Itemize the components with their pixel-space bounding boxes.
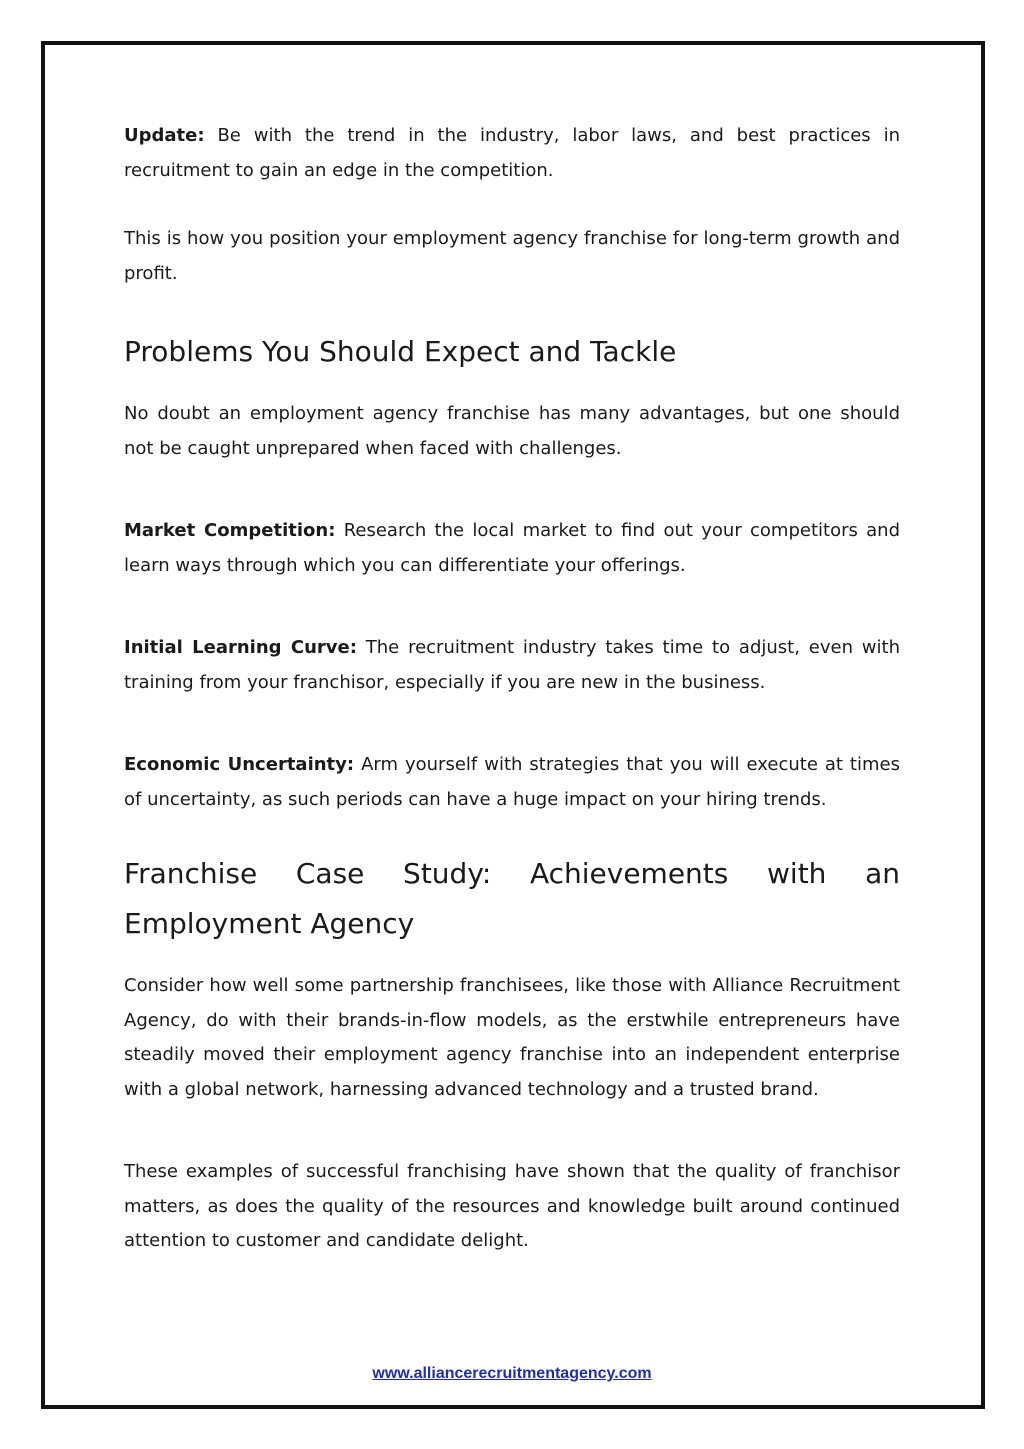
learning-curve-text: The recruitment industry takes time to adjust, even with training from your franchisor, especially if you are new in the business.: [124, 637, 900, 693]
problems-heading: Problems You Should Expect and Tackle: [124, 335, 677, 368]
document-body: [124, 119, 900, 1259]
market-competition-text: Research the local market to find out your competitors and learn ways through which you can differentiate your offerings.: [124, 520, 900, 576]
update-label: Update:: [124, 125, 205, 146]
examples-paragraph: These examples of successful franchising have shown that the quality of franchisor matters, as does the quality of the resources and knowledge built around continued attention to customer and candidate delight.: [124, 1161, 900, 1251]
economic-uncertainty-paragraph: [124, 748, 900, 817]
market-competition-paragraph: [124, 514, 900, 583]
market-competition-label: Market Competition:: [124, 520, 336, 541]
problems-intro-paragraph: No doubt an employment agency franchise has many advantages, but one should not be caught unprepared when faced with challenges.: [124, 403, 900, 459]
learning-curve-label: Initial Learning Curve:: [124, 637, 357, 658]
case-study-paragraph: Consider how well some partnership franchisees, like those with Alliance Recruitment Agency, do with their brands-in-flow models, as the erstwhile entrepreneurs have steadily moved their employment agency franchise into an independent enterprise with a global network, harnessing advanced technology and a trusted brand.: [124, 975, 900, 1100]
footer-website-link[interactable]: www.alliancerecruitmentagency.com: [372, 1365, 652, 1382]
economic-uncertainty-label: Economic Uncertainty:: [124, 754, 355, 775]
update-text: Be with the trend in the industry, labor laws, and best practices in recruitment to gain an edge in the competition.: [124, 125, 900, 181]
position-paragraph: This is how you position your employment agency franchise for long-term growth and profit.: [124, 228, 900, 284]
update-paragraph: [124, 119, 900, 188]
learning-curve-paragraph: [124, 631, 900, 700]
economic-uncertainty-text: Arm yourself with strategies that you will execute at times of uncertainty, as such periods can have a huge impact on your hiring trends.: [124, 754, 900, 810]
case-study-heading: Franchise Case Study: Achievements with an Employment Agency: [124, 857, 900, 940]
